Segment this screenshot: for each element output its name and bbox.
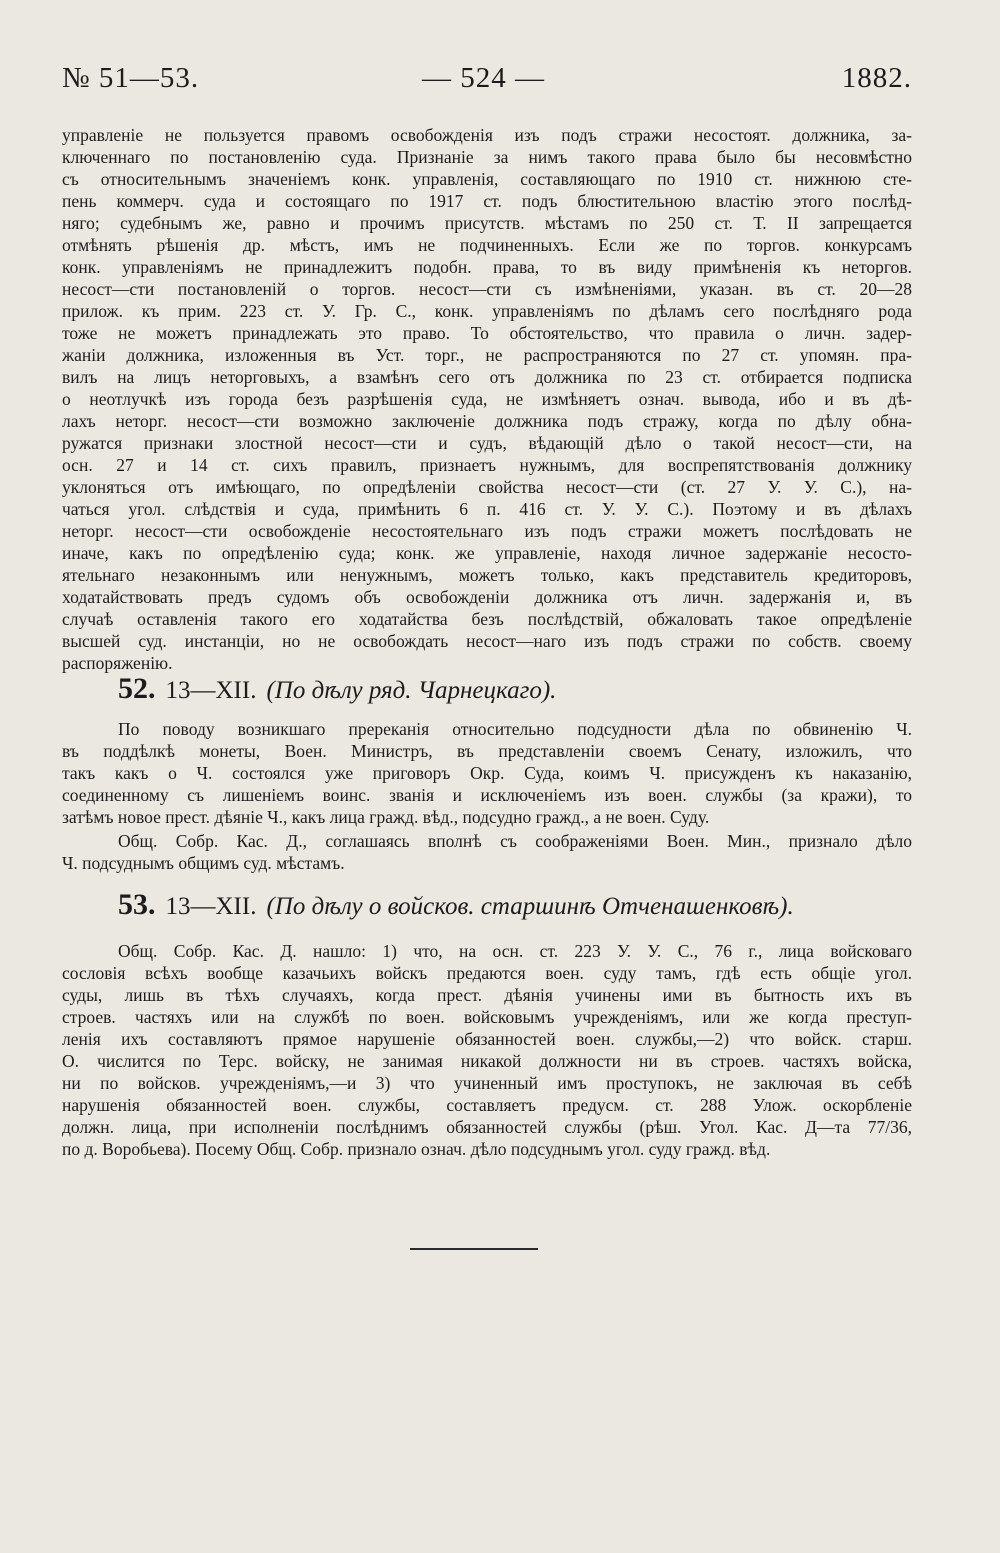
paragraph-case-53 — [62, 940, 912, 1160]
text-line: ленія ихъ составляютъ прямое нарушеніе обязанностей воен. службы,—2) что войск. старш. — [62, 1029, 912, 1049]
text-line: ни по войсков. учрежденіямъ,—и 3) что учиненный имъ проступокъ, не заключая въ себѣ — [62, 1073, 912, 1093]
text-line: Общ. Собр. Кас. Д. нашло: 1) что, на осн. ст. 223 У. У. С., 76 г., лица войсковаго — [118, 941, 912, 961]
text-line: пень коммерч. суда и состоящаго по 1917 ст. подъ блюстительною властію этого послѣд- — [62, 191, 912, 211]
case-53-heading — [118, 888, 794, 922]
case-title: (По дѣлу ряд. Чарнецкаго). — [266, 677, 557, 704]
text-line: по д. Воробьева). Посему Общ. Собр. признало означ. дѣло подсуднымъ угол. суду гражд. вѣд. — [62, 1139, 771, 1159]
text-line: ятельнаго незаконнымъ или ненужнымъ, можетъ только, какъ представитель кредиторовъ, — [62, 565, 912, 585]
text-line: соединенному съ лишеніемъ воинс. званія и исключеніемъ изъ воен. службы (за кражи), то — [62, 785, 912, 805]
text-line: По поводу возникшаго пререканія относительно подсудности дѣла по обвиненію Ч. — [118, 719, 912, 739]
case-title: (По дѣлу о войсков. старшинѣ Отченашенковѣ). — [266, 893, 794, 920]
text-line: конк. управленіямъ не принадлежитъ подобн. права, то въ виду примѣненія къ неторгов. — [62, 257, 912, 277]
case-52-heading — [118, 672, 556, 706]
year: 1882. — [841, 62, 912, 94]
text-line: Ч. подсуднымъ общимъ суд. мѣстамъ. — [62, 853, 345, 873]
text-line: иначе, какъ по опредѣленію суда; конк. же управленіе, находя личное задержаніе несосто- — [62, 543, 912, 563]
text-line: затѣмъ новое прест. дѣяніе Ч., какъ лица гражд. вѣд., подсудно гражд., а не воен. Суду. — [62, 807, 710, 827]
text-line: чаться угол. слѣдствія и суда, примѣнить 6 п. 416 ст. У. У. С.). Поэтому и въ дѣлахъ — [62, 499, 912, 519]
text-line: О. числится по Терс. войску, не занимая никакой должности ни въ строев. частяхъ войска, — [62, 1051, 912, 1071]
text-line: уклоняться отъ имѣющаго, по опредѣленіи свойства несост—сти (ст. 27 У. У. С.), на- — [62, 477, 912, 497]
page-header — [62, 62, 912, 102]
text-line: распоряженію. — [62, 653, 173, 673]
text-line: нарушенія обязанностей воен. службы, составляетъ предусм. ст. 288 Улож. оскорбленіе — [62, 1095, 912, 1115]
text-line: вилъ на лицъ неторговыхъ, а взамѣнъ сего отъ должника по 23 ст. отбирается подписка — [62, 367, 912, 387]
text-line: ходатайствовать предъ судомъ объ освобожденіи должника отъ личн. задержанія и, въ — [62, 587, 912, 607]
text-line: Общ. Собр. Кас. Д., соглашаясь вполнѣ съ соображеніями Воен. Мин., признало дѣло — [118, 831, 912, 851]
case-date: 13—XII. — [165, 677, 257, 704]
text-line: ключеннаго по постановленію суда. Признаніе за нимъ такого права было бы несовмѣстно — [62, 147, 912, 167]
case-number: 52. — [118, 672, 156, 705]
paragraph-case-52 — [62, 718, 912, 828]
text-line: такъ какъ о Ч. состоялся уже приговоръ Окр. Суда, коимъ Ч. присужденъ къ наказанію, — [62, 763, 912, 783]
text-line: строев. частяхъ или на службѣ по воен. войсковымъ учрежденіямъ, или же когда преступ- — [62, 1007, 912, 1027]
text-line: суды, лишь въ тѣхъ случаяхъ, когда прест. дѣянія учинены ими въ бытность ихъ въ — [62, 985, 912, 1005]
paragraph-continuation — [62, 124, 912, 674]
text-line: съ относительнымъ значеніемъ конк. управленія, составляющаго по 1910 ст. нижнюю сте- — [62, 169, 912, 189]
page-number: — 524 — — [422, 62, 545, 94]
entry-number-range: № 51—53. — [62, 62, 200, 94]
paragraph-case-52-ruling — [62, 830, 912, 874]
text-line: прилож. къ прим. 223 ст. У. Гр. С., конк. управленіямъ по дѣламъ сего послѣдняго рода — [62, 301, 912, 321]
text-line: въ поддѣлкѣ монеты, Воен. Министръ, въ представленіи своемъ Сенату, изложилъ, что — [62, 741, 912, 761]
text-line: управленіе не пользуется правомъ освобожденія изъ подъ стражи несостоят. должника, за- — [62, 125, 912, 145]
text-line: няго; судебнымъ же, равно и прочимъ присутств. мѣстамъ по 250 ст. Т. II запрещается — [62, 213, 912, 233]
text-line: высшей суд. инстанціи, но не освобождать несост—наго изъ подъ стражи по собств. своему — [62, 631, 912, 651]
text-line: осн. 27 и 14 ст. сихъ правилъ, признаетъ нужнымъ, для воспрепятствованія должнику — [62, 455, 912, 475]
text-line: должн. лица, при исполненіи послѣднимъ обязанностей службы (рѣш. Угол. Кас. Д—та 77/36, — [62, 1117, 912, 1137]
case-date: 13—XII. — [165, 893, 257, 920]
text-line: сословія всѣхъ вообще казачьихъ войскъ предаются воен. суду тамъ, гдѣ есть общіе угол. — [62, 963, 912, 983]
case-number: 53. — [118, 888, 156, 921]
text-line: лахъ неторг. несост—сти возможно заключеніе должника подъ стражу, когда по дѣлу обна- — [62, 411, 912, 431]
text-line: случаѣ оставленія такого его ходатайства безъ послѣдствій, обжаловать такое опредѣленіе — [62, 609, 912, 629]
text-line: жаніи должника, изложенныя въ Уст. торг., не распространяются по 27 ст. упомян. пра- — [62, 345, 912, 365]
text-line: тоже не можетъ принадлежать это право. То обстоятельство, что правила о личн. задер- — [62, 323, 912, 343]
text-line: неторг. несост—сти освобожденіе несостоятельнаго изъ подъ стражи можетъ послѣдовать не — [62, 521, 912, 541]
text-line: несост—сти постановленій о торгов. несост—сти съ измѣненіями, указан. въ ст. 20—28 — [62, 279, 912, 299]
end-rule — [410, 1248, 538, 1250]
text-line: отмѣнять рѣшенія др. мѣстъ, имъ не подчиненныхъ. Если же по торгов. конкурсамъ — [62, 235, 912, 255]
text-line: о неотлучкѣ изъ города безъ разрѣшенія суда, не измѣняетъ означ. вывода, ибо и въ дѣ- — [62, 389, 912, 409]
text-line: ружатся признаки злостной несост—сти и судъ, вѣдающій дѣло о такой несост—сти, на — [62, 433, 912, 453]
